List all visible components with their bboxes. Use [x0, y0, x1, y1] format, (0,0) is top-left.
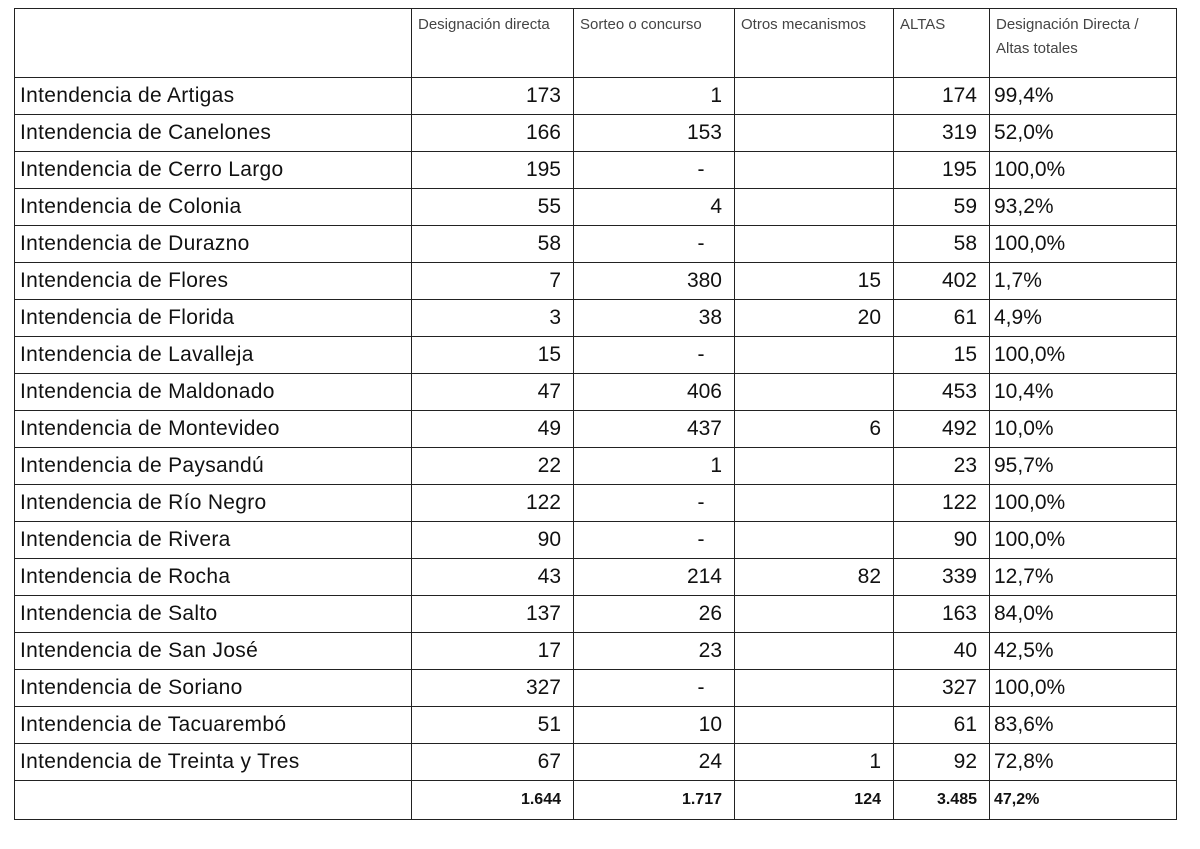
cell-name: Intendencia de Durazno: [15, 226, 412, 263]
total-sorteo: 1.717: [574, 781, 735, 820]
cell-ratio: 1,7%: [990, 263, 1177, 300]
cell-otros: 6: [735, 411, 894, 448]
cell-otros: [735, 522, 894, 559]
cell-ratio: 93,2%: [990, 189, 1177, 226]
cell-designacion: 47: [412, 374, 574, 411]
cell-otros: [735, 374, 894, 411]
table-row: [15, 744, 1177, 781]
cell-designacion: 7: [412, 263, 574, 300]
cell-ratio: 52,0%: [990, 115, 1177, 152]
cell-ratio: 100,0%: [990, 337, 1177, 374]
cell-altas: 174: [894, 78, 990, 115]
header-name: [15, 9, 412, 78]
cell-otros: 15: [735, 263, 894, 300]
cell-designacion: 122: [412, 485, 574, 522]
table-row: [15, 337, 1177, 374]
total-designacion: 1.644: [412, 781, 574, 820]
total-altas: 3.485: [894, 781, 990, 820]
cell-sorteo: -: [574, 522, 735, 559]
cell-name: Intendencia de Maldonado: [15, 374, 412, 411]
cell-otros: 1: [735, 744, 894, 781]
cell-altas: 163: [894, 596, 990, 633]
header-row: [15, 9, 1177, 78]
table-row: [15, 633, 1177, 670]
cell-name: Intendencia de Rocha: [15, 559, 412, 596]
cell-sorteo: 23: [574, 633, 735, 670]
cell-altas: 59: [894, 189, 990, 226]
table-row: [15, 485, 1177, 522]
cell-otros: [735, 707, 894, 744]
cell-altas: 92: [894, 744, 990, 781]
cell-otros: [735, 670, 894, 707]
cell-altas: 339: [894, 559, 990, 596]
cell-ratio: 4,9%: [990, 300, 1177, 337]
cell-otros: [735, 448, 894, 485]
cell-otros: [735, 189, 894, 226]
cell-sorteo: 153: [574, 115, 735, 152]
cell-ratio: 42,5%: [990, 633, 1177, 670]
cell-sorteo: 437: [574, 411, 735, 448]
cell-designacion: 195: [412, 152, 574, 189]
cell-sorteo: 38: [574, 300, 735, 337]
cell-name: Intendencia de Florida: [15, 300, 412, 337]
table-row: [15, 226, 1177, 263]
cell-ratio: 12,7%: [990, 559, 1177, 596]
cell-ratio: 72,8%: [990, 744, 1177, 781]
cell-name: Intendencia de San José: [15, 633, 412, 670]
cell-name: Intendencia de Paysandú: [15, 448, 412, 485]
total-ratio: 47,2%: [990, 781, 1177, 820]
table-row: [15, 263, 1177, 300]
cell-altas: 40: [894, 633, 990, 670]
cell-otros: 20: [735, 300, 894, 337]
cell-sorteo: 24: [574, 744, 735, 781]
cell-otros: [735, 633, 894, 670]
cell-altas: 61: [894, 707, 990, 744]
table-row: [15, 411, 1177, 448]
table-row: [15, 300, 1177, 337]
cell-designacion: 22: [412, 448, 574, 485]
cell-altas: 15: [894, 337, 990, 374]
cell-sorteo: -: [574, 485, 735, 522]
cell-designacion: 173: [412, 78, 574, 115]
cell-sorteo: -: [574, 152, 735, 189]
data-table: [14, 8, 1177, 820]
table-row: [15, 559, 1177, 596]
cell-name: Intendencia de Tacuarembó: [15, 707, 412, 744]
cell-sorteo: 10: [574, 707, 735, 744]
cell-sorteo: 1: [574, 78, 735, 115]
cell-otros: [735, 152, 894, 189]
total-row: [15, 781, 1177, 820]
cell-altas: 58: [894, 226, 990, 263]
cell-otros: [735, 226, 894, 263]
cell-altas: 195: [894, 152, 990, 189]
header-designacion-directa: Designación directa: [412, 9, 574, 78]
cell-name: Intendencia de Artigas: [15, 78, 412, 115]
cell-otros: [735, 337, 894, 374]
cell-name: Intendencia de Flores: [15, 263, 412, 300]
table-row: [15, 78, 1177, 115]
cell-ratio: 99,4%: [990, 78, 1177, 115]
cell-ratio: 83,6%: [990, 707, 1177, 744]
header-altas: ALTAS: [894, 9, 990, 78]
cell-otros: [735, 596, 894, 633]
header-otros-mecanismos: Otros mecanismos: [735, 9, 894, 78]
cell-sorteo: 380: [574, 263, 735, 300]
cell-designacion: 166: [412, 115, 574, 152]
cell-designacion: 15: [412, 337, 574, 374]
cell-altas: 492: [894, 411, 990, 448]
cell-name: Intendencia de Soriano: [15, 670, 412, 707]
cell-ratio: 10,4%: [990, 374, 1177, 411]
header-ratio: Designación Directa / Altas totales: [990, 9, 1177, 78]
cell-designacion: 51: [412, 707, 574, 744]
total-label: [15, 781, 412, 820]
header-sorteo-concurso: Sorteo o concurso: [574, 9, 735, 78]
cell-ratio: 100,0%: [990, 670, 1177, 707]
cell-designacion: 17: [412, 633, 574, 670]
table-row: [15, 189, 1177, 226]
cell-otros: [735, 115, 894, 152]
cell-name: Intendencia de Colonia: [15, 189, 412, 226]
cell-altas: 61: [894, 300, 990, 337]
table-row: [15, 448, 1177, 485]
cell-designacion: 67: [412, 744, 574, 781]
cell-otros: [735, 78, 894, 115]
cell-designacion: 43: [412, 559, 574, 596]
cell-ratio: 100,0%: [990, 485, 1177, 522]
cell-sorteo: 406: [574, 374, 735, 411]
cell-name: Intendencia de Lavalleja: [15, 337, 412, 374]
cell-ratio: 100,0%: [990, 522, 1177, 559]
cell-sorteo: 26: [574, 596, 735, 633]
cell-name: Intendencia de Salto: [15, 596, 412, 633]
cell-designacion: 90: [412, 522, 574, 559]
cell-sorteo: 214: [574, 559, 735, 596]
table-row: [15, 522, 1177, 559]
cell-designacion: 49: [412, 411, 574, 448]
cell-name: Intendencia de Treinta y Tres: [15, 744, 412, 781]
table-row: [15, 374, 1177, 411]
cell-name: Intendencia de Río Negro: [15, 485, 412, 522]
cell-designacion: 58: [412, 226, 574, 263]
cell-sorteo: -: [574, 337, 735, 374]
cell-name: Intendencia de Montevideo: [15, 411, 412, 448]
cell-name: Intendencia de Canelones: [15, 115, 412, 152]
cell-altas: 90: [894, 522, 990, 559]
cell-designacion: 327: [412, 670, 574, 707]
cell-altas: 453: [894, 374, 990, 411]
cell-ratio: 100,0%: [990, 226, 1177, 263]
cell-name: Intendencia de Rivera: [15, 522, 412, 559]
cell-altas: 327: [894, 670, 990, 707]
table-row: [15, 707, 1177, 744]
table-row: [15, 115, 1177, 152]
cell-sorteo: 1: [574, 448, 735, 485]
cell-ratio: 95,7%: [990, 448, 1177, 485]
total-otros: 124: [735, 781, 894, 820]
table-row: [15, 596, 1177, 633]
cell-designacion: 55: [412, 189, 574, 226]
cell-sorteo: 4: [574, 189, 735, 226]
cell-ratio: 84,0%: [990, 596, 1177, 633]
cell-sorteo: -: [574, 226, 735, 263]
cell-ratio: 10,0%: [990, 411, 1177, 448]
cell-sorteo: -: [574, 670, 735, 707]
cell-altas: 319: [894, 115, 990, 152]
cell-altas: 23: [894, 448, 990, 485]
table-row: [15, 152, 1177, 189]
cell-designacion: 137: [412, 596, 574, 633]
cell-otros: [735, 485, 894, 522]
cell-designacion: 3: [412, 300, 574, 337]
cell-altas: 122: [894, 485, 990, 522]
cell-name: Intendencia de Cerro Largo: [15, 152, 412, 189]
table-row: [15, 670, 1177, 707]
cell-otros: 82: [735, 559, 894, 596]
cell-altas: 402: [894, 263, 990, 300]
cell-ratio: 100,0%: [990, 152, 1177, 189]
